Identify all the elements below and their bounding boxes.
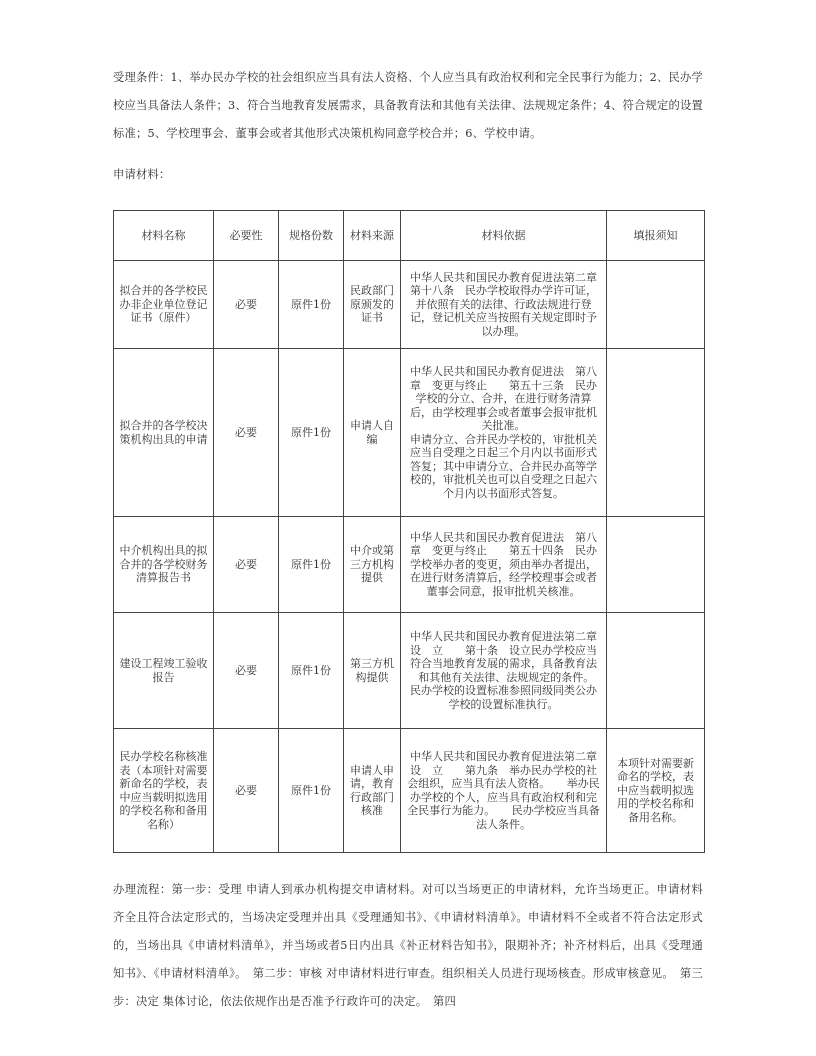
source-cell: 申请人申请，教育行政部门核准 [344,729,401,853]
spec-cell: 原件1份 [279,613,344,729]
spec-cell: 原件1份 [279,349,344,517]
table-row [114,613,705,729]
spec-cell: 原件1份 [279,261,344,349]
notes-cell [607,261,705,349]
materials-table [113,210,705,853]
necessity-cell: 必要 [214,517,279,613]
basis-cell: 中华人民共和国民办教育促进法第二章 设 立 第九条 举办民办学校的社会组织，应当具有法人资格。 举办民办学校的个人，应当具有政治权利和完全民事行为能力。 民办学校应当具备法人条件。 [401,729,607,853]
table-row [114,349,705,517]
table-row [114,517,705,613]
notes-cell [607,517,705,613]
notes-cell [607,349,705,517]
procedure-text: 办理流程：第一步：受理 申请人到承办机构提交申请材料。对可以当场更正的申请材料，允许当场更正。申请材料齐全且符合法定形式的，当场决定受理并出具《受理通知书》、《申请材料清单》。申请材料不全或者不符合法定形式的，当场出具《申请材料清单》，并当场或者5日内出具《补正材料告知书》，限期补齐；补齐材料后，出具《受理通知书》、《申请材料清单》。 第二步：审核 对申请材料进行审查。组织相关人员进行现场核查。形成审核意见。 第三步：决定 集体讨论，依法依规作出是否准予行政许可的决定。 第四 [113,883,703,1008]
header-material-source: 材料来源 [344,211,401,261]
source-cell: 中介或第三方机构提供 [344,517,401,613]
notes-cell [607,613,705,729]
basis-cell: 中华人民共和国民办教育促进法第二章第十八条 民办学校取得办学许可证，并依照有关的法律、行政法规进行登记，登记机关应当按照有关规定即时予以办理。 [401,261,607,349]
spec-cell: 原件1份 [279,729,344,853]
material-name-cell: 民办学校名称核准表（本项针对需要新命名的学校，表中应当载明拟选用的学校名称和备用名称） [114,729,214,853]
header-material-basis: 材料依据 [401,211,607,261]
source-cell: 申请人自编 [344,349,401,517]
table-header-row [114,211,705,261]
header-spec-count: 规格份数 [279,211,344,261]
notes-cell: 本项针对需要新命名的学校，表中应当载明拟选用的学校名称和备用名称。 [607,729,705,853]
necessity-cell: 必要 [214,613,279,729]
table-row [114,729,705,853]
source-cell: 第三方机构提供 [344,613,401,729]
necessity-cell: 必要 [214,349,279,517]
basis-cell: 中华人民共和国民办教育促进法 第八章 变更与终止 第五十四条 民办学校举办者的变更，须由举办者提出，在进行财务清算后，经学校理事会或者董事会同意，报审批机关核准。 [401,517,607,613]
material-name-cell: 拟合并的各学校民办非企业单位登记证书（原件） [114,261,214,349]
acceptance-conditions: 受理条件：1、举办民办学校的社会组织应当具有法人资格、个人应当具有政治权利和完全民事行为能力；2、民办学校应当具备法人条件；3、符合当地教育发展需求，具备教育法和其他有关法律、法规规定条件；4、符合规定的设置标准；5、学校理事会、董事会或者其他形式决策机构同意学校合并；6、学校申请。 [113,71,703,140]
necessity-cell: 必要 [214,729,279,853]
header-material-name: 材料名称 [114,211,214,261]
material-name-cell: 建设工程竣工验收报告 [114,613,214,729]
necessity-cell: 必要 [214,261,279,349]
table-row [114,261,705,349]
material-name-cell: 中介机构出具的拟合并的各学校财务清算报告书 [114,517,214,613]
spec-cell: 原件1份 [279,517,344,613]
basis-cell: 中华人民共和国民办教育促进法 第八章 变更与终止 第五十三条 民办学校的分立、合并，在进行财务清算后，由学校理事会或者董事会报审批机关批准。 申请分立、合并民办学校的，审批机关应当自受理之日起三个月内以书面形式答复；其中申请分立、合并民办高等学校的，审批机关也可以自受理之日起六个月内以书面形式答复。 [401,349,607,517]
header-filling-notes: 填报须知 [607,211,705,261]
materials-label: 申请材料： [113,168,171,181]
basis-cell: 中华人民共和国民办教育促进法第二章 设 立 第十条 设立民办学校应当符合当地教育发展的需求，具备教育法和其他有关法律、法规规定的条件。 民办学校的设置标准参照同级同类公办学校的设置标准执行。 [401,613,607,729]
header-necessity: 必要性 [214,211,279,261]
source-cell: 民政部门原颁发的证书 [344,261,401,349]
material-name-cell: 拟合并的各学校决策机构出具的申请 [114,349,214,517]
